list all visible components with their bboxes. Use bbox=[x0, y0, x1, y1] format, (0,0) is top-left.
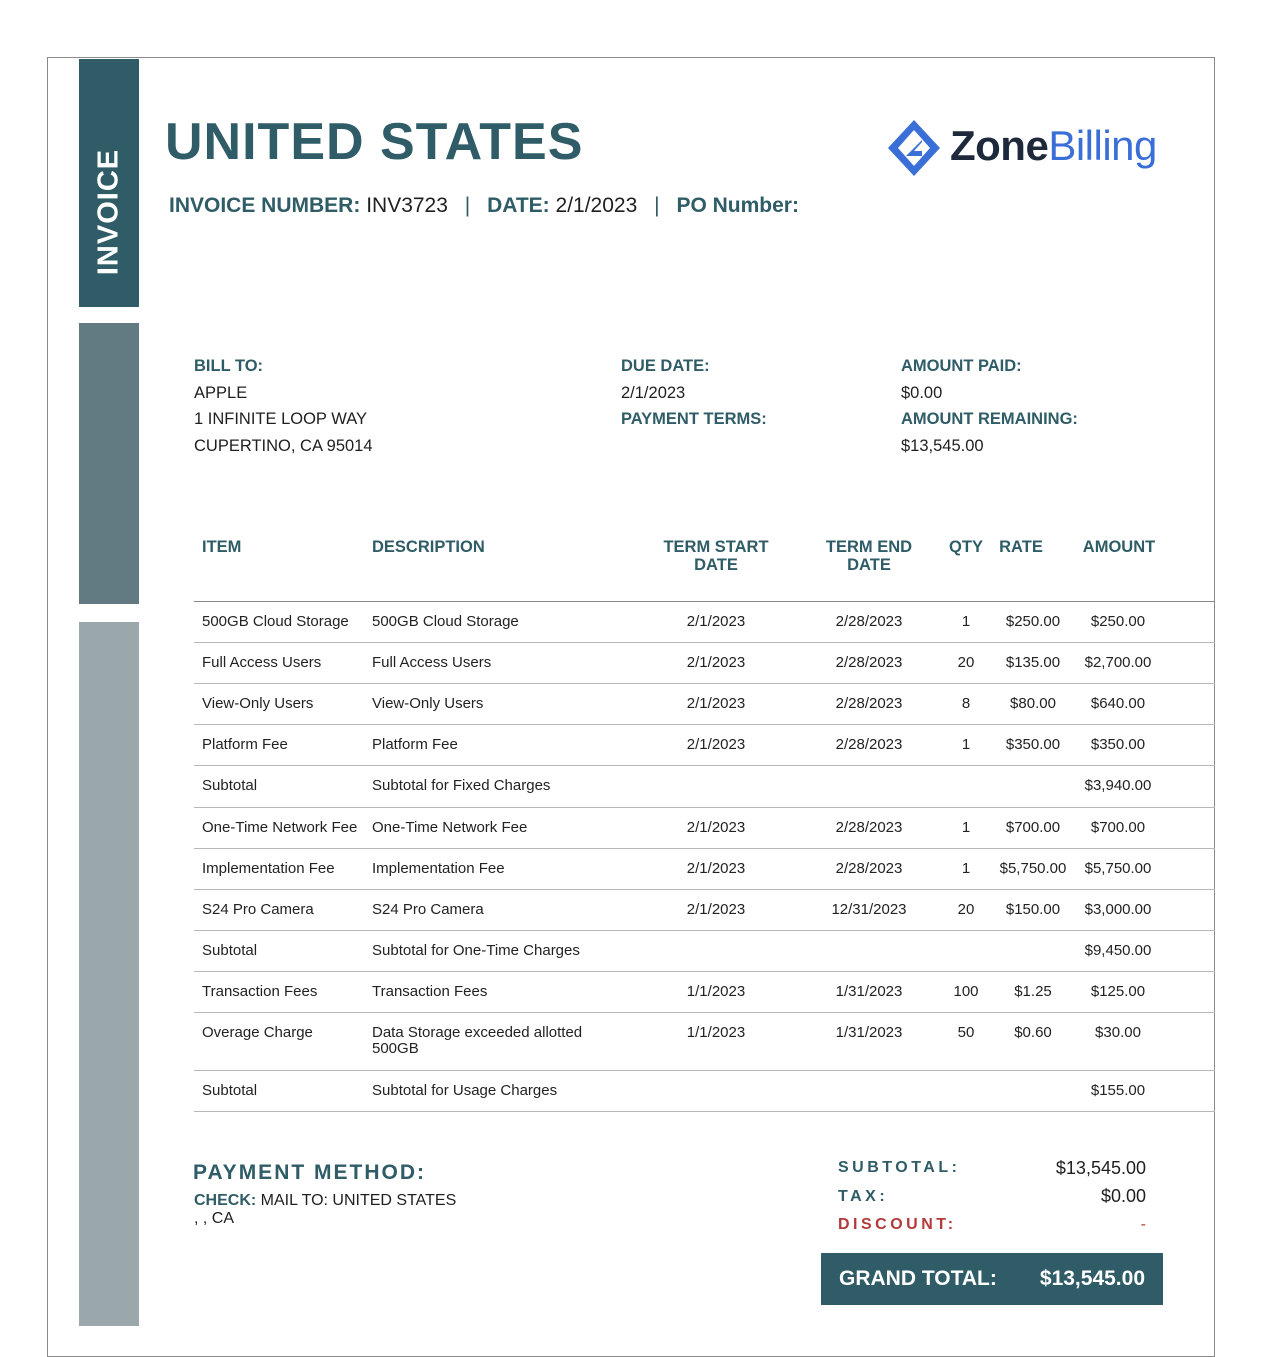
cell-rate: $0.60 bbox=[1014, 1024, 1052, 1041]
cell-term-end: 2/28/2023 bbox=[835, 819, 903, 836]
payment-address-line: , , CA bbox=[194, 1210, 235, 1227]
header-term-end-line2: DATE bbox=[847, 556, 891, 574]
amount-paid-value: $0.00 bbox=[901, 383, 943, 402]
cell-item: One-Time Network Fee bbox=[202, 819, 358, 836]
invoice-number-label: INVOICE NUMBER: bbox=[169, 194, 361, 217]
payment-method-details bbox=[194, 1192, 456, 1228]
payment-terms-label: PAYMENT TERMS: bbox=[621, 410, 767, 428]
cell-description: Implementation Fee bbox=[372, 860, 505, 877]
cell-rate: $150.00 bbox=[1005, 901, 1061, 918]
check-label: CHECK: bbox=[194, 1192, 257, 1209]
cell-amount: $350.00 bbox=[1090, 736, 1146, 753]
row-divider bbox=[194, 971, 1215, 972]
cell-qty: 20 bbox=[957, 901, 975, 918]
amount-paid-label: AMOUNT PAID: bbox=[901, 357, 1022, 375]
cell-description: One-Time Network Fee bbox=[372, 819, 528, 836]
header-term-start-line2: DATE bbox=[694, 556, 738, 574]
cell-amount: $3,940.00 bbox=[1084, 777, 1152, 794]
separator: | bbox=[654, 194, 660, 217]
discount-value: - bbox=[1140, 1216, 1146, 1233]
cell-qty: 50 bbox=[957, 1024, 975, 1041]
cell-item: Subtotal bbox=[202, 777, 258, 794]
header-term-end bbox=[805, 538, 933, 574]
header-item: ITEM bbox=[202, 538, 242, 556]
check-value: MAIL TO: UNITED STATES bbox=[260, 1192, 457, 1209]
cell-term-start: 2/1/2023 bbox=[686, 901, 746, 918]
cell-term-end: 2/28/2023 bbox=[835, 695, 903, 712]
bill-to-block bbox=[194, 353, 373, 459]
cell-qty: 20 bbox=[957, 654, 975, 671]
sidebar-strip-middle bbox=[79, 323, 139, 604]
cell-term-end: 2/28/2023 bbox=[835, 654, 903, 671]
subtotal-label: SUBTOTAL: bbox=[838, 1159, 961, 1176]
cell-qty: 1 bbox=[961, 613, 971, 630]
bill-to-address2: CUPERTINO, CA 95014 bbox=[194, 436, 373, 455]
row-divider bbox=[194, 1111, 1215, 1112]
header-term-start bbox=[656, 538, 776, 574]
cell-amount: $640.00 bbox=[1090, 695, 1146, 712]
cell-term-start: 2/1/2023 bbox=[686, 819, 746, 836]
due-date-label: DUE DATE: bbox=[621, 357, 710, 375]
cell-description: Subtotal for Fixed Charges bbox=[372, 777, 551, 794]
cell-amount: $2,700.00 bbox=[1084, 654, 1152, 671]
amounts-block bbox=[901, 353, 1078, 459]
cell-amount: $9,450.00 bbox=[1084, 942, 1152, 959]
cell-term-end: 1/31/2023 bbox=[835, 1024, 903, 1041]
cell-description-line2: 500GB bbox=[372, 1040, 419, 1057]
cell-description: Transaction Fees bbox=[372, 983, 488, 1000]
tax-value: $0.00 bbox=[1100, 1186, 1146, 1206]
cell-amount: $3,000.00 bbox=[1084, 901, 1152, 918]
discount-label: DISCOUNT: bbox=[838, 1216, 957, 1233]
row-divider bbox=[194, 848, 1215, 849]
cell-term-end: 1/31/2023 bbox=[835, 983, 903, 1000]
payment-method-title: PAYMENT METHOD: bbox=[193, 1161, 427, 1184]
po-number-label: PO Number: bbox=[676, 194, 799, 217]
cell-amount: $30.00 bbox=[1095, 1024, 1141, 1041]
cell-item: Overage Charge bbox=[202, 1024, 313, 1041]
bill-to-address1: 1 INFINITE LOOP WAY bbox=[194, 410, 367, 428]
row-divider bbox=[194, 889, 1215, 890]
cell-description: Full Access Users bbox=[372, 654, 492, 671]
cell-qty: 1 bbox=[961, 860, 971, 877]
cell-description: View-Only Users bbox=[372, 695, 484, 712]
date-label: DATE: bbox=[487, 194, 550, 217]
invoice-vertical-label: INVOICE bbox=[92, 148, 125, 276]
cell-item: Platform Fee bbox=[202, 736, 288, 753]
due-date-value: 2/1/2023 bbox=[621, 383, 686, 402]
due-block bbox=[621, 353, 767, 433]
grand-total-label: GRAND TOTAL: bbox=[839, 1267, 997, 1290]
row-divider bbox=[194, 724, 1215, 725]
amount-remaining-label: AMOUNT REMAINING: bbox=[901, 410, 1078, 428]
cell-term-start: 2/1/2023 bbox=[686, 860, 746, 877]
cell-amount: $5,750.00 bbox=[1084, 860, 1152, 877]
logo-zone-text: Zone bbox=[950, 122, 1049, 169]
cell-term-start: 2/1/2023 bbox=[686, 654, 746, 671]
row-divider bbox=[194, 1012, 1215, 1013]
cell-amount: $700.00 bbox=[1090, 819, 1146, 836]
sidebar-strip-bottom bbox=[79, 622, 139, 1326]
cell-rate: $250.00 bbox=[1005, 613, 1061, 630]
page-title: UNITED STATES bbox=[165, 113, 584, 171]
cell-description: 500GB Cloud Storage bbox=[372, 613, 519, 630]
cell-item: Full Access Users bbox=[202, 654, 322, 671]
header-description: DESCRIPTION bbox=[372, 538, 485, 556]
invoice-meta-line bbox=[169, 194, 799, 218]
cell-qty: 1 bbox=[961, 736, 971, 753]
cell-rate: $80.00 bbox=[1010, 695, 1056, 712]
logo-wordmark bbox=[950, 122, 1157, 170]
zonebilling-logo-icon bbox=[886, 118, 942, 178]
table-header-divider bbox=[194, 601, 1215, 602]
cell-qty: 8 bbox=[961, 695, 971, 712]
cell-item: View-Only Users bbox=[202, 695, 314, 712]
cell-item: Transaction Fees bbox=[202, 983, 318, 1000]
cell-amount: $250.00 bbox=[1090, 613, 1146, 630]
row-divider bbox=[194, 930, 1215, 931]
cell-rate: $350.00 bbox=[1005, 736, 1061, 753]
cell-rate: $700.00 bbox=[1005, 819, 1061, 836]
cell-description: Data Storage exceeded allotted bbox=[372, 1024, 583, 1041]
cell-term-end: 12/31/2023 bbox=[831, 901, 907, 918]
header-amount: AMOUNT bbox=[1082, 538, 1156, 556]
invoice-number-value: INV3723 bbox=[366, 194, 448, 217]
header-term-start-line1: TERM START bbox=[663, 538, 769, 556]
logo-billing-text: Billing bbox=[1048, 122, 1157, 169]
cell-qty: 1 bbox=[961, 819, 971, 836]
subtotal-value: $13,545.00 bbox=[1055, 1158, 1146, 1178]
cell-amount: $125.00 bbox=[1090, 983, 1146, 1000]
cell-item: Subtotal bbox=[202, 942, 258, 959]
grand-total-value: $13,545.00 bbox=[1039, 1267, 1145, 1290]
date-value: 2/1/2023 bbox=[555, 194, 638, 217]
cell-item: Subtotal bbox=[202, 1082, 258, 1099]
cell-term-end: 2/28/2023 bbox=[835, 613, 903, 630]
cell-rate: $5,750.00 bbox=[999, 860, 1067, 877]
cell-term-start: 1/1/2023 bbox=[686, 1024, 746, 1041]
cell-term-start: 2/1/2023 bbox=[686, 695, 746, 712]
cell-term-end: 2/28/2023 bbox=[835, 736, 903, 753]
cell-item: S24 Pro Camera bbox=[202, 901, 314, 918]
row-divider bbox=[194, 807, 1215, 808]
header-term-end-line1: TERM END bbox=[825, 538, 913, 556]
row-divider bbox=[194, 683, 1215, 684]
bill-to-label: BILL TO: bbox=[194, 357, 264, 375]
cell-term-start: 1/1/2023 bbox=[686, 983, 746, 1000]
cell-term-end: 2/28/2023 bbox=[835, 860, 903, 877]
cell-item: 500GB Cloud Storage bbox=[202, 613, 349, 630]
bill-to-name: APPLE bbox=[194, 383, 248, 402]
amount-remaining-value: $13,545.00 bbox=[901, 436, 984, 455]
header-rate: RATE bbox=[999, 538, 1043, 556]
cell-rate: $1.25 bbox=[1014, 983, 1052, 1000]
tax-label: TAX: bbox=[838, 1188, 889, 1205]
cell-description: S24 Pro Camera bbox=[372, 901, 484, 918]
cell-amount: $155.00 bbox=[1090, 1082, 1146, 1099]
grand-total-box bbox=[821, 1253, 1163, 1305]
separator: | bbox=[464, 194, 471, 217]
row-divider bbox=[194, 1070, 1215, 1071]
cell-term-start: 2/1/2023 bbox=[686, 613, 746, 630]
row-divider bbox=[194, 642, 1215, 643]
cell-description: Platform Fee bbox=[372, 736, 458, 753]
header-qty: QTY bbox=[949, 538, 983, 556]
cell-item: Implementation Fee bbox=[202, 860, 335, 877]
cell-term-start: 2/1/2023 bbox=[686, 736, 746, 753]
cell-qty: 100 bbox=[953, 983, 979, 1000]
cell-description: Subtotal for One-Time Charges bbox=[372, 942, 580, 959]
cell-description: Subtotal for Usage Charges bbox=[372, 1082, 558, 1099]
row-divider bbox=[194, 765, 1215, 766]
cell-rate: $135.00 bbox=[1005, 654, 1061, 671]
